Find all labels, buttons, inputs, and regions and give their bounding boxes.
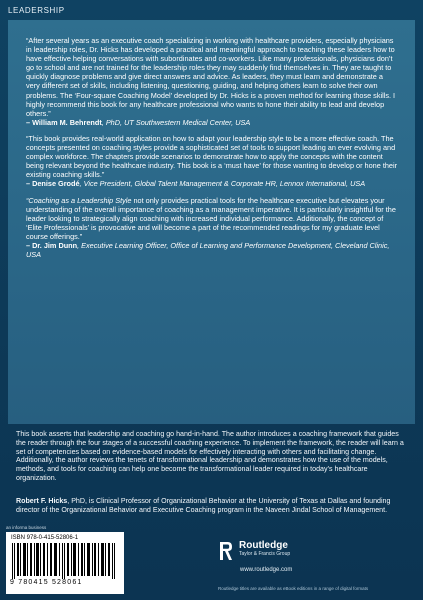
category-label: LEADERSHIP xyxy=(8,6,65,15)
publisher-name: Routledge xyxy=(239,540,288,551)
endorsement-3 xyxy=(26,196,397,260)
barcode-icon xyxy=(10,543,120,579)
ebook-note: Routledge titles are available as eBook editions in a range of digital formats xyxy=(218,586,369,591)
endorsement-attribution: – Denise Grodé, Vice President, Global Talent Management & Corporate HR, Lennox International, USA xyxy=(26,179,366,189)
publisher-name-block xyxy=(239,540,290,558)
publisher-logo xyxy=(218,540,290,562)
endorsement-attribution: – William M. Behrendt, PhD, UT Southwestern Medical Center, USA xyxy=(26,117,251,127)
endorsement-2 xyxy=(26,134,397,189)
routledge-r-icon xyxy=(218,540,234,562)
endorsement-attribution: – Dr. Jim Dunn, Executive Learning Officer, Office of Learning and Performance Development, Cleveland Clinic, USA xyxy=(26,240,390,260)
endorsement-1 xyxy=(26,36,397,127)
barcode-box xyxy=(6,532,124,594)
publisher-url: www.routledge.com xyxy=(240,567,293,573)
publisher-group: Taylor & Francis Group xyxy=(239,551,291,557)
barcode-digits: 9 780415 528061 xyxy=(10,579,83,586)
author-bio: Robert F. Hicks, PhD, is Clinical Professor of Organizational Behavior at the University of Texas at Dallas and founding director of the Organizational Behavior and Executive Coaching program in the Naveen Jindal School of Management. xyxy=(16,497,391,514)
book-description: This book asserts that leadership and coaching go hand-in-hand. The author introduces a coaching framework that guides the reader through the four stages of a successful coaching experience. To implement the framework, the reader will learn a set of competencies based on evidence-based models for effectively interacting with others and facilitating change. Additionally, the author reviews the tenets of transformational leadership and demonstrates how the use of the models, methods, and tools for coaching can help one become the transformational leader required in today’s healthcare organization. xyxy=(16,430,404,482)
informa-tagline: an informa business xyxy=(6,525,47,530)
isbn-label: ISBN 978-0-415-52806-1 xyxy=(11,535,79,541)
endorsements-panel xyxy=(8,20,415,424)
endorsement-text: “Coaching as a Leadership Style not only provides practical tools for the healthcare executive but elevates your understanding of the overall importance of coaching as a management imperative. It is particularly insightful for the leader looking to strategically align coaching with increased individual performance. Additionally, the concept of ‘Elite Professionals’ is provocative and will become a part of the recommended readings for my graduate level course offerings.” xyxy=(26,195,396,241)
endorsement-text: “After several years as an executive coach specializing in working with healthcare providers, especially physicians in leadership roles, Dr. Hicks has developed a practical and meaningful approach to teaching these leaders how to have effective helping conversations with subordinates and co-workers. Like many professionals, physicians don’t go to school and are not trained for the leadership roles they may suddenly find themselves in. They are taught to quickly diagnose problems and give direct answers and advice. As leaders, they must learn and demonstrate a very different set of skills, including listening, questioning, guiding, and helping others learn to solve their own problems. The ‘Four-square Coaching Model’ developed by Dr. Hicks is a proven method for learning those skills. I highly recommend this book for any healthcare professional who wants to hone their ability to lead and develop others.” xyxy=(26,36,396,118)
endorsement-text: “This book provides real-world application on how to adapt your leadership style to be a more effective coach. The concepts presented on coaching styles provide a sophisticated set of tools to support leading an ever evolving and complex workforce. The chapters provide scenarios to demonstrate how to apply the concepts with the content being relevant beyond the healthcare industry. This book is a ‘must have’ for those wanting to develop or hone their existing coaching skills.” xyxy=(26,133,398,180)
